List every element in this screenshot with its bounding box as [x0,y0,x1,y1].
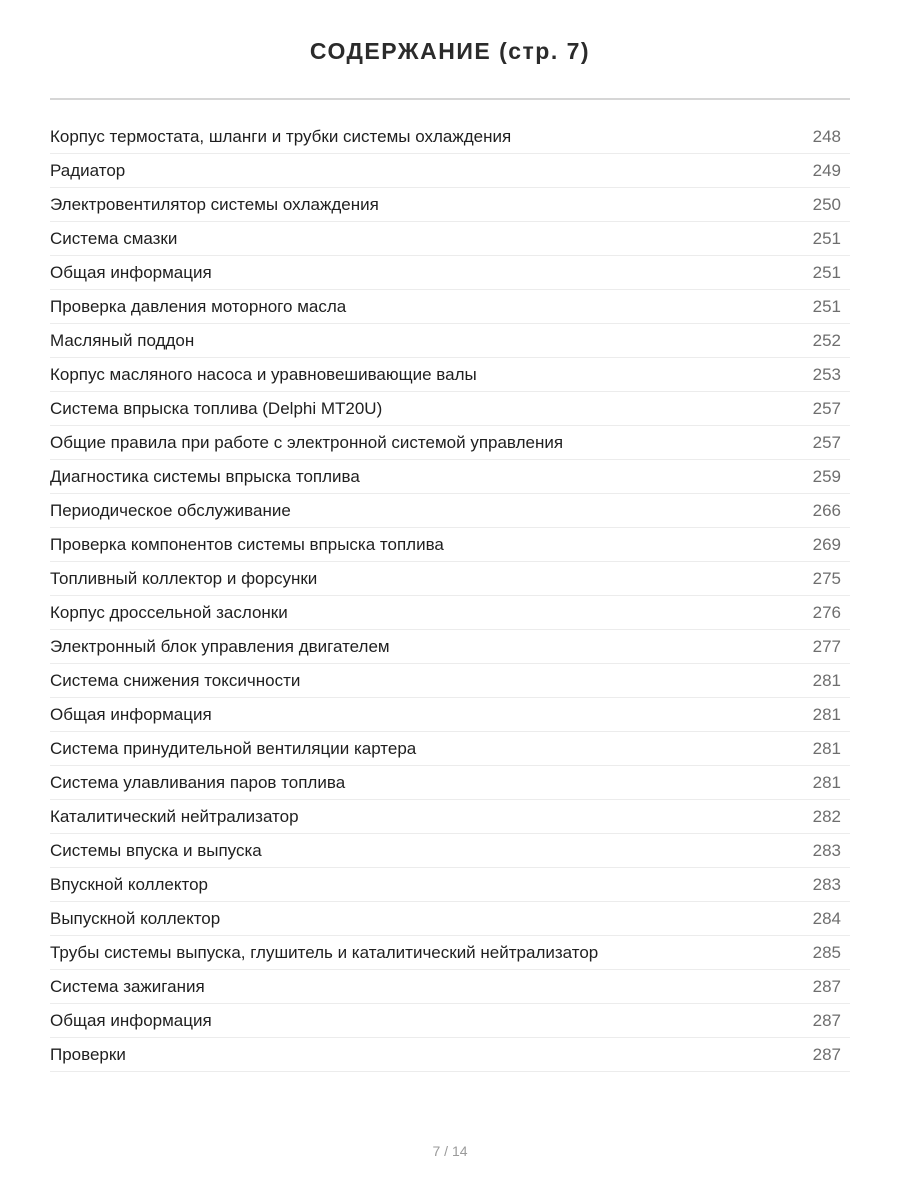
toc-entry-label[interactable]: Выпускной коллектор [50,908,221,928]
toc-entry-label[interactable]: Общая информация [50,262,212,282]
page-title: СОДЕРЖАНИЕ (стр. 7) [309,38,591,64]
toc-entry-label[interactable]: Системы впуска и выпуска [50,840,262,860]
toc-entry-label[interactable]: Трубы системы выпуска, глушитель и каталитический нейтрализатор [50,942,599,962]
toc-entry-label[interactable]: Проверки [50,1044,126,1064]
toc-entry-label[interactable]: Система смазки [50,228,178,248]
toc-entry-page-number: 281 [812,670,841,690]
toc-entry-page-number: 253 [812,364,841,384]
toc-entry[interactable] [50,1038,850,1072]
toc-entry-label[interactable]: Диагностика системы впрыска топлива [50,466,360,486]
toc-entry-label[interactable]: Общая информация [50,1010,212,1030]
toc-entry-label[interactable]: Общая информация [50,704,212,724]
toc-entry-label[interactable]: Проверка компонентов системы впрыска топлива [50,534,444,554]
toc-entry-page-number: 281 [812,704,841,724]
toc-entry-page-number: 251 [812,228,841,248]
toc-entry-page-number: 283 [812,874,841,894]
toc-entry-label[interactable]: Топливный коллектор и форсунки [50,568,318,588]
toc-entry[interactable] [50,630,850,664]
toc-entry-page-number: 266 [812,500,841,520]
toc-entry[interactable] [50,562,850,596]
toc-entry[interactable] [50,732,850,766]
toc-entry-label[interactable]: Впускной коллектор [50,874,208,894]
toc-entry[interactable] [50,834,850,868]
toc-entry[interactable] [50,358,850,392]
toc-entry-page-number: 282 [812,806,841,826]
page-counter: 7 / 14 [432,1143,468,1159]
toc-entry-label[interactable]: Корпус дроссельной заслонки [50,602,288,622]
toc-entry-page-number: 287 [812,1010,841,1030]
toc-entry-label[interactable]: Система улавливания паров топлива [50,772,346,792]
toc-entry-page-number: 281 [812,738,841,758]
toc-entry-label[interactable]: Корпус масляного насоса и уравновешивающие валы [50,364,477,384]
toc-entry[interactable] [50,766,850,800]
toc-entry-page-number: 250 [812,194,841,214]
toc-entry[interactable] [50,868,850,902]
toc-entry-page-number: 287 [812,1044,841,1064]
toc-entry[interactable] [50,970,850,1004]
toc-entry[interactable] [50,902,850,936]
toc-entry-label[interactable]: Радиатор [50,160,126,180]
toc-entry-label[interactable]: Корпус термостата, шланги и трубки системы охлаждения [50,126,512,146]
toc-entry-label[interactable]: Система впрыска топлива (Delphi MT20U) [50,398,383,418]
toc-entry-label[interactable]: Электровентилятор системы охлаждения [50,194,379,214]
toc-entry-page-number: 248 [812,126,841,146]
toc-entry-label[interactable]: Электронный блок управления двигателем [50,636,390,656]
toc-entry-page-number: 276 [812,602,841,622]
toc-entry-label[interactable]: Система зажигания [50,976,205,996]
toc-entry[interactable] [50,460,850,494]
toc-entry[interactable] [50,664,850,698]
toc-entry-page-number: 285 [812,942,841,962]
toc-entry[interactable] [50,256,850,290]
title-divider [50,98,850,100]
toc-entry[interactable] [50,596,850,630]
toc-entry-label[interactable]: Система снижения токсичности [50,670,301,690]
toc-entry[interactable] [50,698,850,732]
toc-entry-label[interactable]: Система принудительной вентиляции картера [50,738,417,758]
toc-entry-page-number: 277 [812,636,841,656]
toc-entry[interactable] [50,290,850,324]
toc-entry[interactable] [50,324,850,358]
toc-entry[interactable] [50,154,850,188]
toc-entry[interactable] [50,936,850,970]
toc-entry-label[interactable]: Каталитический нейтрализатор [50,806,299,826]
toc-entry-label[interactable]: Периодическое обслуживание [50,500,291,520]
toc-entry-page-number: 281 [812,772,841,792]
toc-entry-page-number: 257 [812,398,841,418]
toc-entry-page-number: 287 [812,976,841,996]
toc-entry-page-number: 283 [812,840,841,860]
toc-entry[interactable] [50,188,850,222]
table-of-contents [50,120,850,1072]
toc-entry-page-number: 284 [812,908,841,928]
toc-entry[interactable] [50,494,850,528]
toc-entry-page-number: 269 [812,534,841,554]
toc-entry[interactable] [50,426,850,460]
toc-entry[interactable] [50,222,850,256]
toc-entry-page-number: 275 [812,568,841,588]
toc-entry-page-number: 251 [812,262,841,282]
toc-entry-page-number: 252 [812,330,841,350]
toc-entry-page-number: 249 [812,160,841,180]
toc-entry-page-number: 251 [812,296,841,316]
toc-entry[interactable] [50,800,850,834]
toc-entry[interactable] [50,528,850,562]
toc-entry[interactable] [50,392,850,426]
toc-entry-label[interactable]: Проверка давления моторного масла [50,296,347,316]
toc-entry[interactable] [50,120,850,154]
toc-entry-page-number: 257 [812,432,841,452]
toc-entry-label[interactable]: Масляный поддон [50,330,195,350]
toc-entry-page-number: 259 [812,466,841,486]
toc-entry-label[interactable]: Общие правила при работе с электронной системой управления [50,432,564,452]
toc-entry[interactable] [50,1004,850,1038]
